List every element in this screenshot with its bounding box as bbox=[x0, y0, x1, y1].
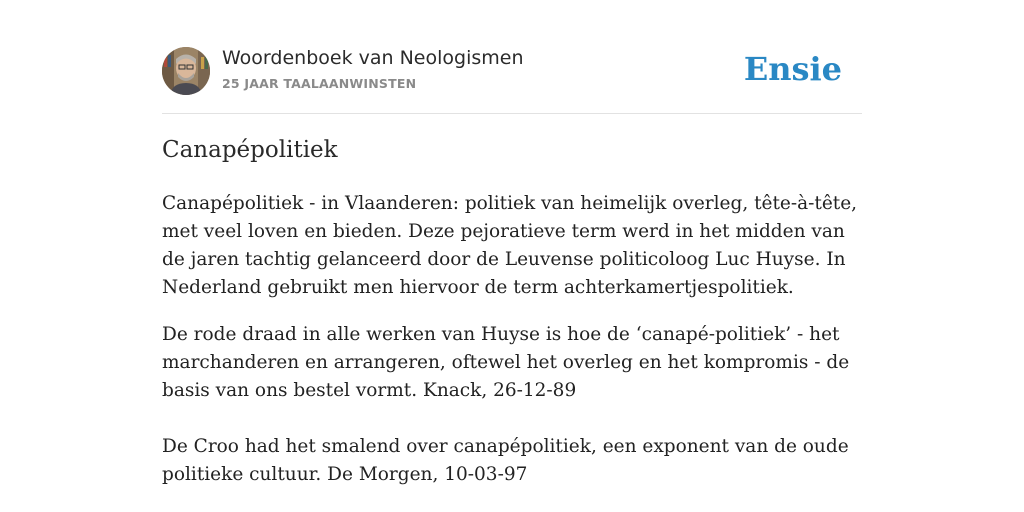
avatar[interactable] bbox=[162, 47, 210, 95]
entry-paragraph-quote-knack: De rode draad in alle werken van Huyse is hoe de ‘canapé-politiek’ - het marchanderen en arrangeren, oftewel het overleg en het kompromis - de basis van ons bestel vormt. Knack, 26-12-89 bbox=[162, 324, 850, 401]
dictionary-subtitle: 25 JAAR TAALAANWINSTEN bbox=[222, 76, 417, 91]
entry-paragraph-quote-morgen: De Croo had het smalend over canapépolitiek, een exponent van de oude politieke cultuur. De Morgen, 10-03-97 bbox=[162, 436, 849, 485]
brand-logo[interactable]: Ensie bbox=[743, 50, 842, 88]
dictionary-title[interactable]: Woordenboek van Neologismen bbox=[222, 47, 524, 69]
header-divider bbox=[162, 113, 862, 114]
entry-paragraph-definition: Canapépolitiek - in Vlaanderen: politiek van heimelijk overleg, tête-à-tête, met veel loven en bieden. Deze pejoratieve term werd in het midden van de jaren tachtig gelanceerd door de Leuvense politicoloog Luc Huyse. In Nederland gebruikt men hiervoor de term achterkamertjespolitiek. bbox=[162, 193, 858, 298]
entry-title: Canapépolitiek bbox=[162, 137, 338, 163]
avatar-portrait-icon bbox=[162, 47, 210, 95]
header bbox=[162, 46, 862, 96]
